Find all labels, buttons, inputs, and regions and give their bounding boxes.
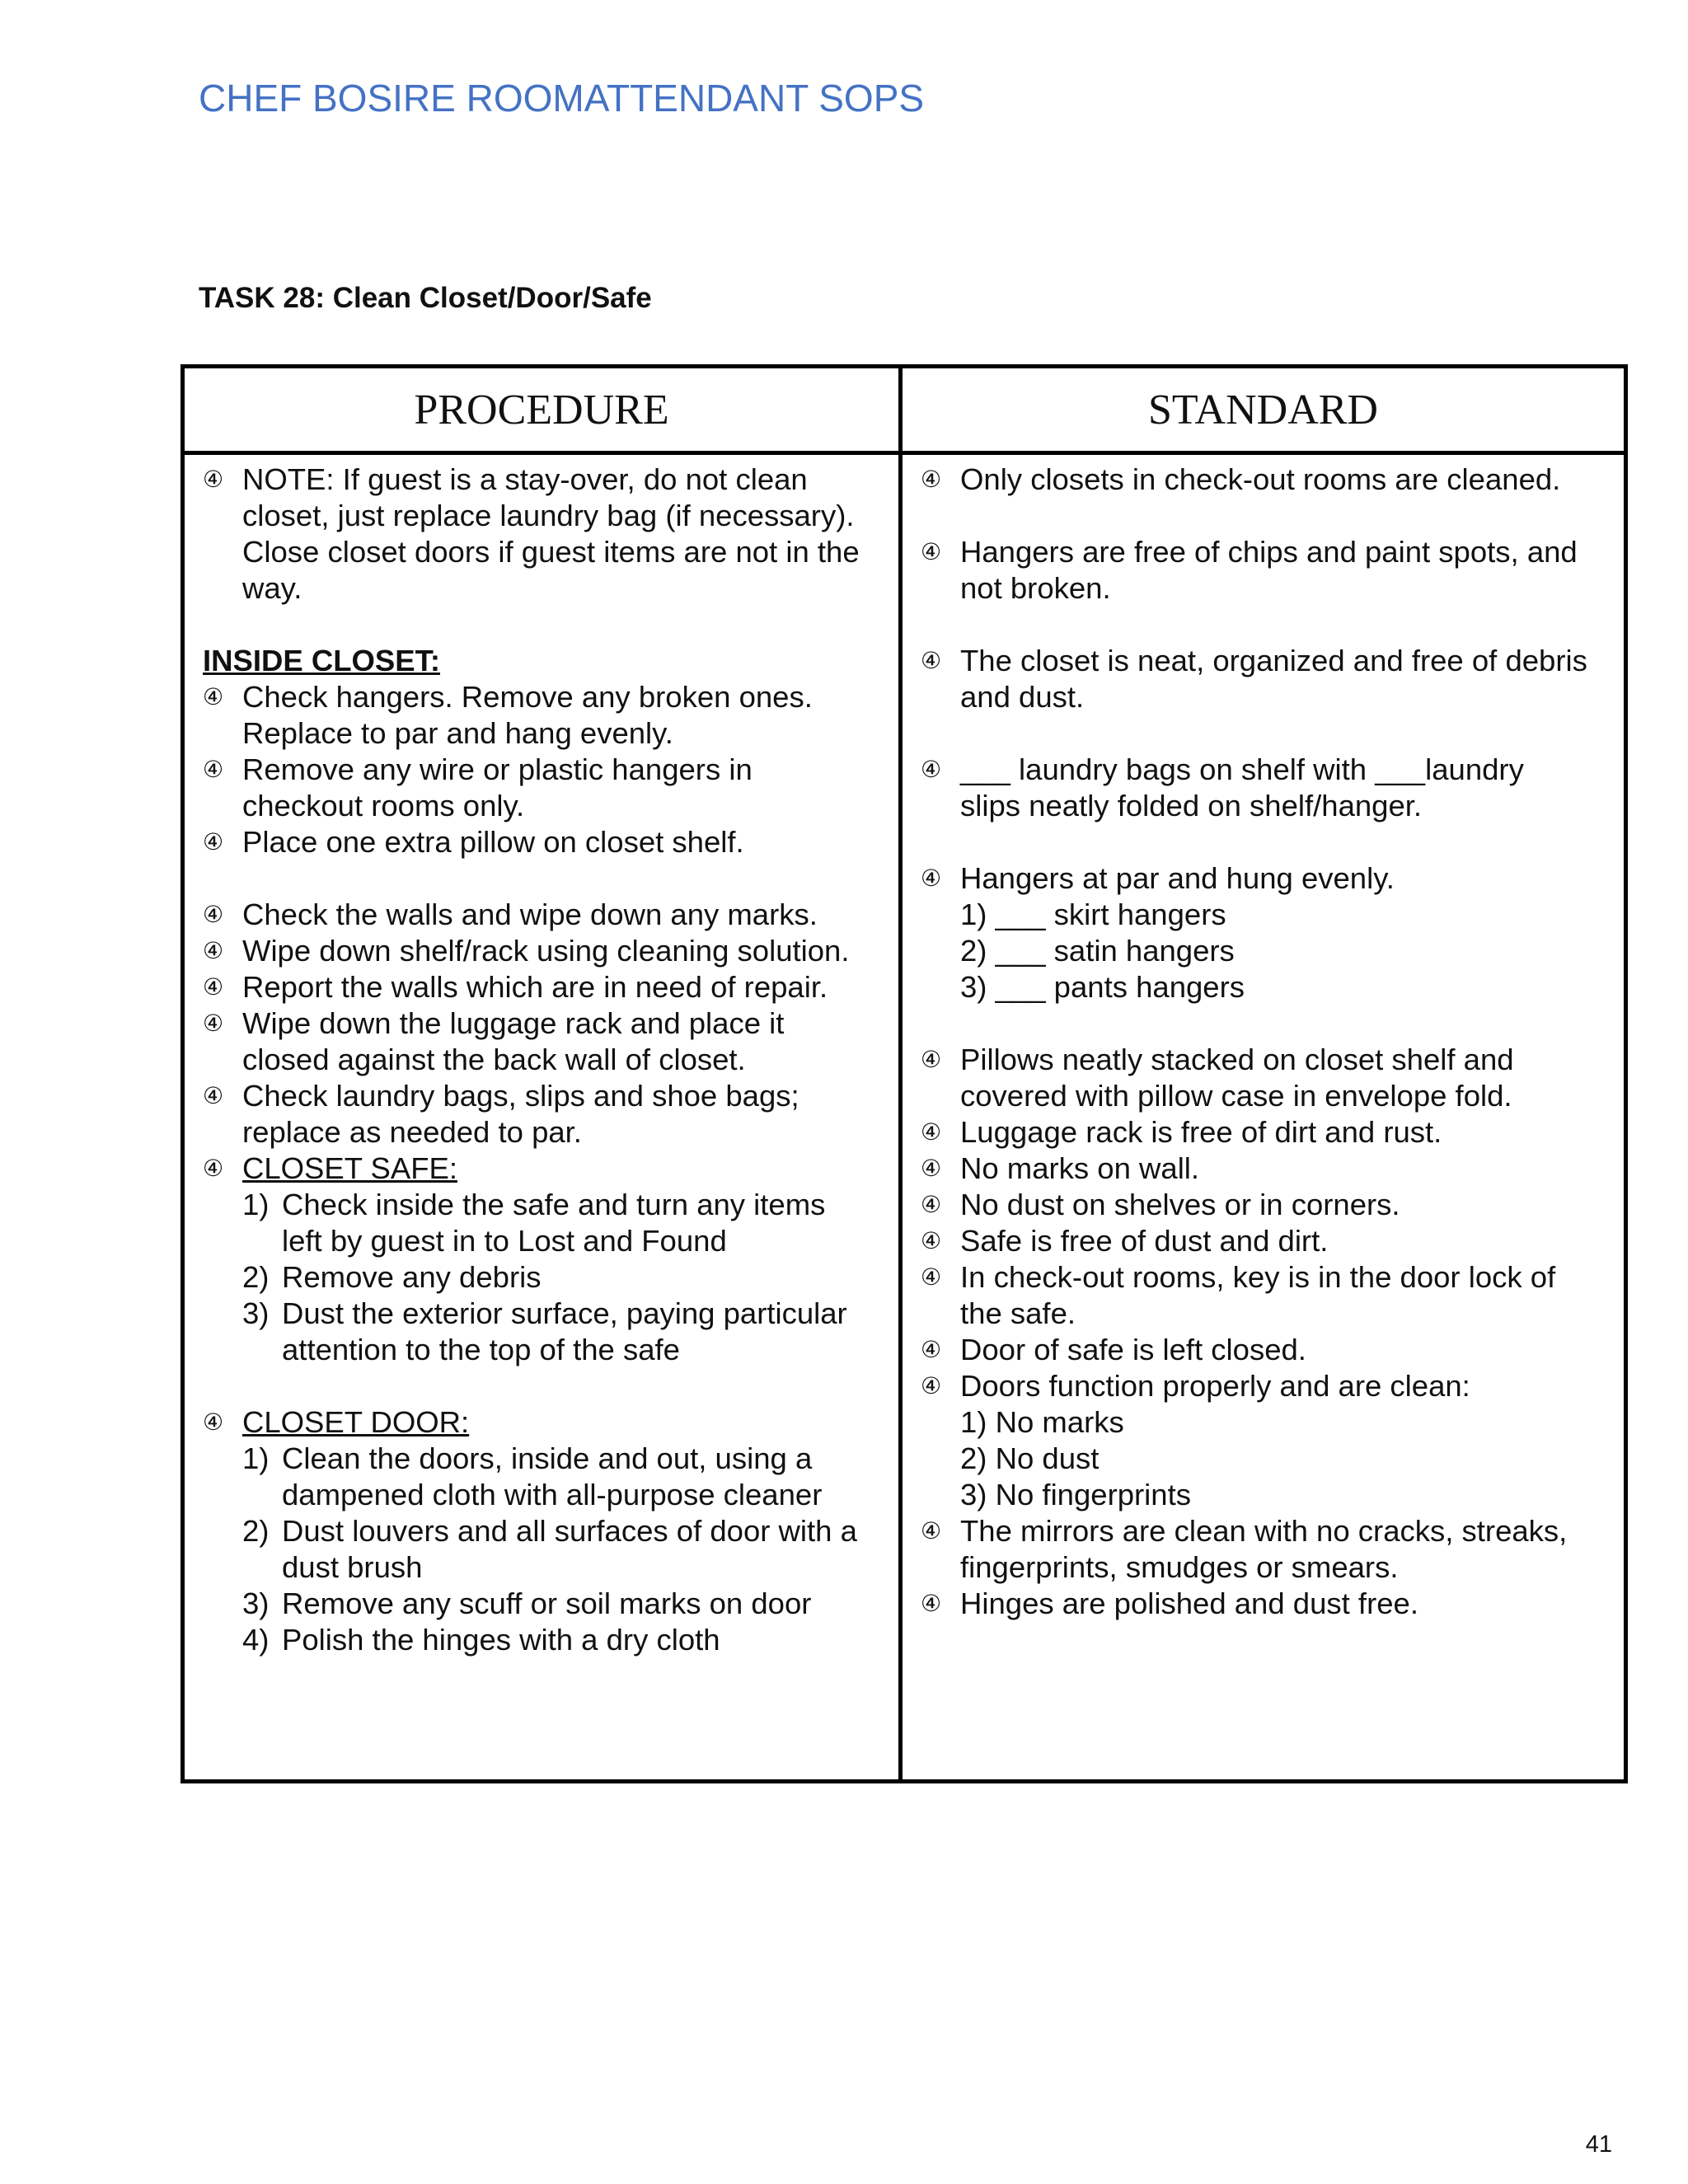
bullet-icon: ④	[203, 828, 224, 855]
door-check-list-item	[921, 1441, 1615, 1477]
text-line: left by guest in to Lost and Found	[282, 1224, 727, 1258]
door-check-list-item	[921, 1404, 1615, 1441]
procedure-column	[185, 455, 903, 1779]
list-number: 3)	[960, 970, 987, 1004]
text-line: Safe is free of dust and dirt.	[960, 1224, 1329, 1258]
safe-step	[203, 1187, 889, 1259]
text-line: and dust.	[960, 680, 1085, 714]
procedure-item	[203, 752, 889, 824]
text-line: No dust on shelves or in corners.	[960, 1188, 1400, 1221]
text-line: Wipe down shelf/rack using cleaning solution.	[242, 934, 850, 968]
step-number: 3)	[242, 1296, 270, 1330]
text-line: checkout rooms only.	[242, 789, 525, 823]
closet-door-heading: CLOSET DOOR:	[242, 1405, 470, 1439]
standard-item	[921, 1259, 1615, 1332]
text-line: Luggage rack is free of dirt and rust.	[960, 1115, 1442, 1149]
text-line: not broken.	[960, 571, 1111, 605]
step-number: 2)	[242, 1514, 270, 1548]
text-line: Hangers are free of chips and paint spots, and	[960, 535, 1578, 569]
list-text: ___ satin hangers	[995, 934, 1235, 968]
step-number: 1)	[242, 1441, 270, 1475]
list-number: 1)	[960, 1405, 987, 1439]
bullet-icon: ④	[203, 937, 224, 964]
step-number: 4)	[242, 1623, 270, 1657]
hanger-list-item	[921, 933, 1615, 969]
text-line: Check laundry bags, slips and shoe bags;	[242, 1079, 799, 1113]
procedure-item	[203, 969, 889, 1005]
bullet-icon: ④	[921, 1118, 942, 1146]
hanger-list-item	[921, 897, 1615, 933]
bullet-icon: ④	[921, 1191, 942, 1218]
procedure-item	[203, 679, 889, 752]
step-number: 2)	[242, 1260, 270, 1294]
text-line: Hangers at par and hung evenly.	[960, 861, 1395, 895]
text-line: Check inside the safe and turn any items	[282, 1188, 826, 1221]
bullet-icon: ④	[203, 683, 224, 710]
text-line: Pillows neatly stacked on closet shelf and	[960, 1043, 1514, 1076]
text-line: The closet is neat, organized and free of debris	[960, 644, 1587, 677]
bullet-icon: ④	[921, 1336, 942, 1363]
text-line: Only closets in check-out rooms are cleaned.	[960, 462, 1561, 496]
table-body	[185, 455, 1624, 1779]
closet-safe-item	[203, 1151, 889, 1187]
hanger-list-item	[921, 969, 1615, 1005]
bullet-icon: ④	[921, 647, 942, 674]
door-step	[203, 1441, 889, 1513]
text-line: Polish the hinges with a dry cloth	[282, 1623, 720, 1657]
standard-item	[921, 1042, 1615, 1114]
procedure-header: PROCEDURE	[185, 368, 903, 451]
standard-item	[921, 1513, 1615, 1586]
inside-closet-heading: INSIDE CLOSET:	[203, 644, 440, 677]
list-number: 2)	[960, 934, 987, 968]
door-step	[203, 1586, 889, 1622]
standard-item	[921, 1187, 1615, 1223]
standard-item	[921, 534, 1615, 607]
task-title: TASK 28: Clean Closet/Door/Safe	[199, 282, 652, 314]
procedure-item	[203, 824, 889, 860]
text-line: Dust the exterior surface, paying particular	[282, 1296, 847, 1330]
standard-header: STANDARD	[1148, 386, 1378, 434]
text-line: dust brush	[282, 1550, 423, 1584]
safe-step	[203, 1296, 889, 1368]
bullet-icon: ④	[921, 1517, 942, 1544]
procedure-note	[203, 462, 889, 607]
bullet-icon: ④	[203, 973, 224, 1001]
procedure-item	[203, 897, 889, 933]
text-line: NOTE: If guest is a stay-over, do not clean	[242, 462, 808, 496]
door-step	[203, 1622, 889, 1658]
door-step	[203, 1513, 889, 1586]
list-number: 2)	[960, 1441, 987, 1475]
list-number: 1)	[960, 898, 987, 931]
door-check-list-item	[921, 1477, 1615, 1513]
standard-item	[921, 643, 1615, 715]
list-text: ___ pants hangers	[995, 970, 1245, 1004]
text-line: Clean the doors, inside and out, using a	[282, 1441, 813, 1475]
closet-door-item	[203, 1404, 889, 1441]
text-line: Check hangers. Remove any broken ones.	[242, 680, 813, 714]
text-line: covered with pillow case in envelope fold.	[960, 1079, 1512, 1113]
text-line: Place one extra pillow on closet shelf.	[242, 825, 744, 859]
bullet-icon: ④	[203, 1010, 224, 1037]
standard-item	[921, 462, 1615, 498]
list-text: No dust	[995, 1441, 1100, 1475]
text-line: Close closet doors if guest items are not in the	[242, 535, 860, 569]
text-line: dampened cloth with all-purpose cleaner	[282, 1478, 823, 1511]
standard-item	[921, 1114, 1615, 1151]
bullet-icon: ④	[921, 1227, 942, 1254]
text-line: replace as needed to par.	[242, 1115, 582, 1149]
page-number: 41	[1585, 2131, 1612, 2158]
text-line: Wipe down the luggage rack and place it	[242, 1006, 785, 1040]
text-line: The mirrors are clean with no cracks, streaks,	[960, 1514, 1568, 1548]
bullet-icon: ④	[203, 1082, 224, 1109]
bullet-icon: ④	[921, 1590, 942, 1617]
step-number: 3)	[242, 1586, 270, 1620]
standard-column	[903, 455, 1624, 1779]
text-line: Remove any wire or plastic hangers in	[242, 752, 753, 786]
standard-item	[921, 1332, 1615, 1368]
bullet-icon: ④	[921, 1372, 942, 1399]
bullet-icon: ④	[203, 1408, 224, 1436]
standard-item	[921, 1586, 1615, 1622]
text-line: Check the walls and wipe down any marks.	[242, 898, 818, 931]
text-line: Dust louvers and all surfaces of door with a	[282, 1514, 857, 1548]
bullet-icon: ④	[203, 1155, 224, 1182]
step-number: 1)	[242, 1188, 270, 1221]
standard-item	[921, 860, 1615, 897]
bullet-icon: ④	[921, 466, 942, 493]
text-line: In check-out rooms, key is in the door lock of	[960, 1260, 1556, 1294]
list-text: ___ skirt hangers	[995, 898, 1226, 931]
list-text: No fingerprints	[995, 1478, 1191, 1511]
text-line: Hinges are polished and dust free.	[960, 1586, 1418, 1620]
text-line: No marks on wall.	[960, 1151, 1200, 1185]
text-line: attention to the top of the safe	[282, 1333, 680, 1366]
procedure-item	[203, 933, 889, 969]
text-line: Replace to par and hang evenly.	[242, 716, 673, 750]
standard-item	[921, 1151, 1615, 1187]
bullet-icon: ④	[921, 1155, 942, 1182]
text-line: closed against the back wall of closet.	[242, 1043, 746, 1076]
document-header: CHEF BOSIRE ROOMATTENDANT SOPS	[199, 77, 925, 120]
sop-table	[181, 364, 1628, 1783]
bullet-icon: ④	[921, 538, 942, 565]
bullet-icon: ④	[921, 1046, 942, 1073]
bullet-icon: ④	[921, 865, 942, 892]
list-text: No marks	[995, 1405, 1124, 1439]
bullet-icon: ④	[203, 466, 224, 493]
bullet-icon: ④	[921, 756, 942, 783]
procedure-item	[203, 1005, 889, 1078]
text-line: Report the walls which are in need of repair.	[242, 970, 828, 1004]
text-line: way.	[242, 571, 302, 605]
bullet-icon: ④	[203, 756, 224, 783]
text-line: slips neatly folded on shelf/hanger.	[960, 789, 1423, 823]
table-header-row	[185, 368, 1624, 455]
standard-item	[921, 1223, 1615, 1259]
text-line: Doors function properly and are clean:	[960, 1369, 1470, 1403]
text-line: ___ laundry bags on shelf with ___laundry	[960, 752, 1524, 786]
standard-item	[921, 1368, 1615, 1404]
text-line: fingerprints, smudges or smears.	[960, 1550, 1399, 1584]
text-line: Remove any scuff or soil marks on door	[282, 1586, 812, 1620]
bullet-icon: ④	[203, 901, 224, 928]
text-line: closet, just replace laundry bag (if necessary).	[242, 499, 855, 532]
bullet-icon: ④	[921, 1263, 942, 1291]
list-number: 3)	[960, 1478, 987, 1511]
standard-item	[921, 752, 1615, 824]
closet-safe-heading: CLOSET SAFE:	[242, 1151, 457, 1185]
text-line: the safe.	[960, 1296, 1076, 1330]
text-line: Door of safe is left closed.	[960, 1333, 1306, 1366]
safe-step	[203, 1259, 889, 1296]
text-line: Remove any debris	[282, 1260, 542, 1294]
procedure-item	[203, 1078, 889, 1151]
